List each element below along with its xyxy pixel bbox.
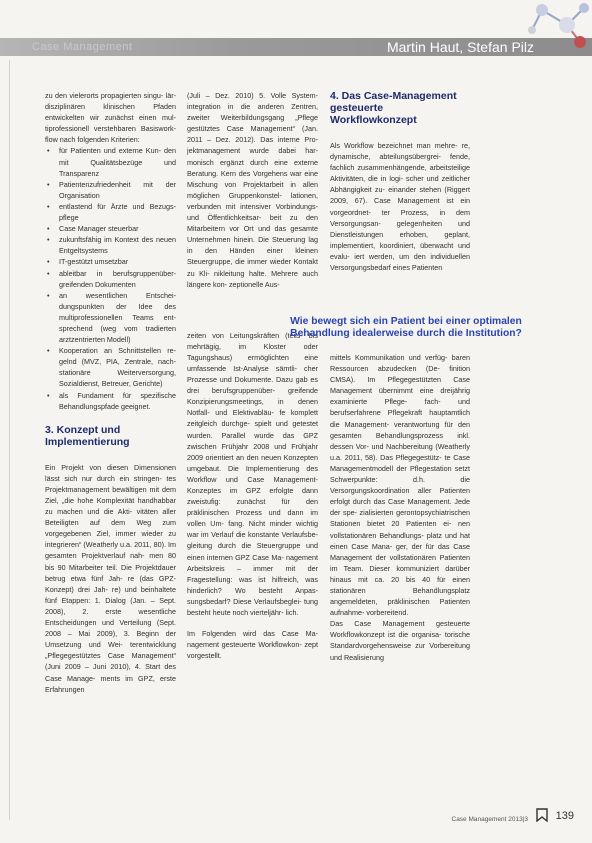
- bookmark-icon: [536, 808, 548, 822]
- list-item: • Case Manager steuerbar: [45, 223, 176, 234]
- column-1: [45, 90, 176, 695]
- footer-journal: Case Management 2013|3: [451, 816, 528, 823]
- list-item: • IT-gestützt umsetzbar: [45, 256, 176, 267]
- margin-line: [9, 60, 10, 820]
- pull-quote: Wie bewegt sich ein Patient bei einer optimalen Behandlung idealerweise durch die Institution?: [290, 316, 522, 339]
- header-section-title: Case Management: [32, 41, 133, 53]
- list-item: • zukunftsfähig im Kontext des neuen Entgeltsystems: [45, 234, 176, 256]
- molecule-logo-icon: [522, 0, 592, 50]
- col1-intro: zu den vielerorts propagierten singu- lär-disziplinären klinischen Pfaden entwickelten wir zunächst einen mul- tiprofessionell verstehbaren Basiswork- flow nach folgenden Kriterien:: [45, 91, 176, 145]
- column-3: [330, 90, 470, 273]
- column-2: [187, 90, 318, 661]
- header-authors: Martin Haut, Stefan Pilz: [386, 39, 534, 55]
- col3-intro: Als Workflow bezeichnet man mehre- re, dynamische, abteilungsübergrei- fende, fachlich zusammenhängende, arbeitsteilige Aktivitäten, die in logi- scher und zeitlicher Abhängigkeit zu- einander stehen (Riggert 2009, 67). Case Management ist ein vorgeordnet- ter Prozess, in dem Versorgungsan- gelegenheiten und Dienstleistungen erhoben, geplant, implementiert, koordiniert, überwacht und evalu- iert werden, um den individuellen Versorgungsbedarf eines Patienten: [330, 141, 470, 273]
- col3-end: Das Case Management gesteuerte Workflowkonzept ist die organisa- torische Standardvorgehensweise zur Vorbereitung und Realisierung: [330, 619, 470, 662]
- list-item: • für Patienten und externe Kun- den mit Qualitätsbezüge und Transparenz: [45, 145, 176, 178]
- section-3-heading: [45, 424, 176, 448]
- criteria-list: [45, 145, 176, 411]
- col1-body: Ein Projekt von diesen Dimensionen lässt sich nur durch ein stringen- tes Projektmanagement bewältigen mit dem Ziel, „die hohe Komplexität handhabbar zu machen und die Akti- vitäten aller Beteiligten auf dem Weg zum vorgegebenen Ziel, immer wieder zu integrieren“ (Weatherly u.a. 2011, 80). Im gesamten Projektverlauf nah- men 80 bis 90 Mitarbeiter teil. Die Projektdauer betrug etwa fünf Jah- re (das GPZ-Konzept) drei Jah- re) und beinhaltete fünf Etappen: 1. Dialog (Jan. – Sept. 2008), 2. erste wesentliche Entscheidungen und Verteilung (Sept. 2008 – Mai 2009), 3. Beginn der Umsetzung und Wei- terentwicklung „Pflegegestütztes Case Management“ (Juni 2009 – Juni 2010), 4. Start des Case Manage- ments im GPZ, erste Erfahrungen: [45, 462, 176, 694]
- section-4-title: 4. Das Case-Management gesteuerte Workflowkonzept: [330, 90, 457, 126]
- page-number: 139: [555, 810, 574, 822]
- col3-body: mittels Kommunikation und verfüg- baren Ressourcen abzudecken (De- finition CMSA). Im Pflegegestützten Case Management übernimmt eine dreijährig examinierte Pflege- fach- und berufserfahrene Pflegekraft hauptamtlich die Management- verantwortung für den gesamten Behandlungsprozess inkl. dessen Vor- und Nachbereitung (Weatherly u.a. 2011, 58). Das Pflegegestütz- te Case Managementmodell der Pflegestation setzt Schwerpunkte: d.h. die Versorgungskoordination aller Patienten erfolgt durch das Case Management. Jede der spe- zialisierten gerontopsychiatrischen Stationen bietet 20 Patienten ei- nen vollstationären Behandlungs- platz und hat einen Case Mana- ger, der für das Case Management der vollstationären Patienten im Team. Dieser kommuniziert darüber hinaus mit ca. 20 bis 40 für einen stationären Behandlungsplatz angemeldeten, präklinischen Patienten aufnahme- vorbereitend.: [330, 353, 470, 618]
- list-item: • ableitbar in berufsgruppenüber- greifenden Dokumenten: [45, 268, 176, 290]
- section-4-heading: [330, 90, 470, 126]
- list-item: • an wesentlichen Entschei- dungspunkten der Idee des multiprofessionellen Teams ent- sprechend (weg vom tradierten arztzentrierten Modell): [45, 290, 176, 345]
- list-item: • als Fundament für spezifische Behandlungspfade geeignet.: [45, 390, 176, 412]
- list-item: • Patientenzufriedenheit mit der Organisation: [45, 179, 176, 201]
- col2-part2: zeiten von Leitungskräften (teils- bis mehrtägig, im Kloster oder Tagungshaus) ermöglichten eine umfassende Ist-Analyse sämtli- cher Prozesse und Dokumente. Dazu gab es drei berufsgruppenüber- greifende Konzipierungsmeetings, in denen Notfall- und Elektivabläu- fe komplett zeitgleich durchge- spielt und getestet wurden. Parallel wurde das GPZ zwischen Frühjahr 2008 und Frühjahr 2009 orientiert an den neuen Konzepten umgebaut. Die Implementierung des Workflow und Case Management-Konzeptes im GPZ erfolgte dann zweistufig: zunächst für den präklinischen Prozess und dann im vollen Um- fang. Nicht minder wichtig war im Verlauf die konstante Verlaufsbe- gleitung durch die Steuergruppe und einen internen GPZ Case Ma- nagement Arbeitskreis – immer mit der Fragestellung: was ist hilfreich, was hinderlich? Wo besteht Anpas- sungsbedarf? Diese Verlaufsbeglei- tung besteht heute noch vierteljähr- lich.: [187, 330, 318, 618]
- column-3-lower: [330, 352, 470, 663]
- list-item: • Kooperation an Schnittstellen re- gelnd (MVZ, PIA, Zentrale, nach- stationäre Weiterversorgung, Sozialdienst, Betreuer, Gerichte): [45, 345, 176, 389]
- section-3-title: 3. Konzept und Implementierung: [45, 423, 130, 448]
- list-item: • entlastend für Ärzte und Bezugs- pflege: [45, 201, 176, 223]
- col2-part3: Im Folgenden wird das Case Ma- nagement gesteuerte Workflowkon- zept vorgestellt.: [187, 629, 318, 661]
- col2-part1: (Juli – Dez. 2010) 5. Volle System- integration in die anderen Zentren, zweiter Weiterbildungsgang „Pflege gestütztes Case Management“ (Jan. 2011 – Dez. 2012). Das interne Pro- jektmanagement wurde dabei har- monisch ergänzt durch eine externe Beratung. Kern des Vorgehens war eine Mischung von Projektarbeit in allen möglichen Gruppenkonstel- lationen, verbunden mit intensiver Vorbindungs- und Öffentlichkeitsar- beit zu den Mitarbeitern vor Ort und das gesamte Unternehmen hinein. Die Steuerung lag in den Händen einer kleinen Steuergruppe, die immer wieder Kontakt zu Kli- nikleitung halte. Mehrere auch längere kon- zeptionelle Aus-: [187, 91, 318, 289]
